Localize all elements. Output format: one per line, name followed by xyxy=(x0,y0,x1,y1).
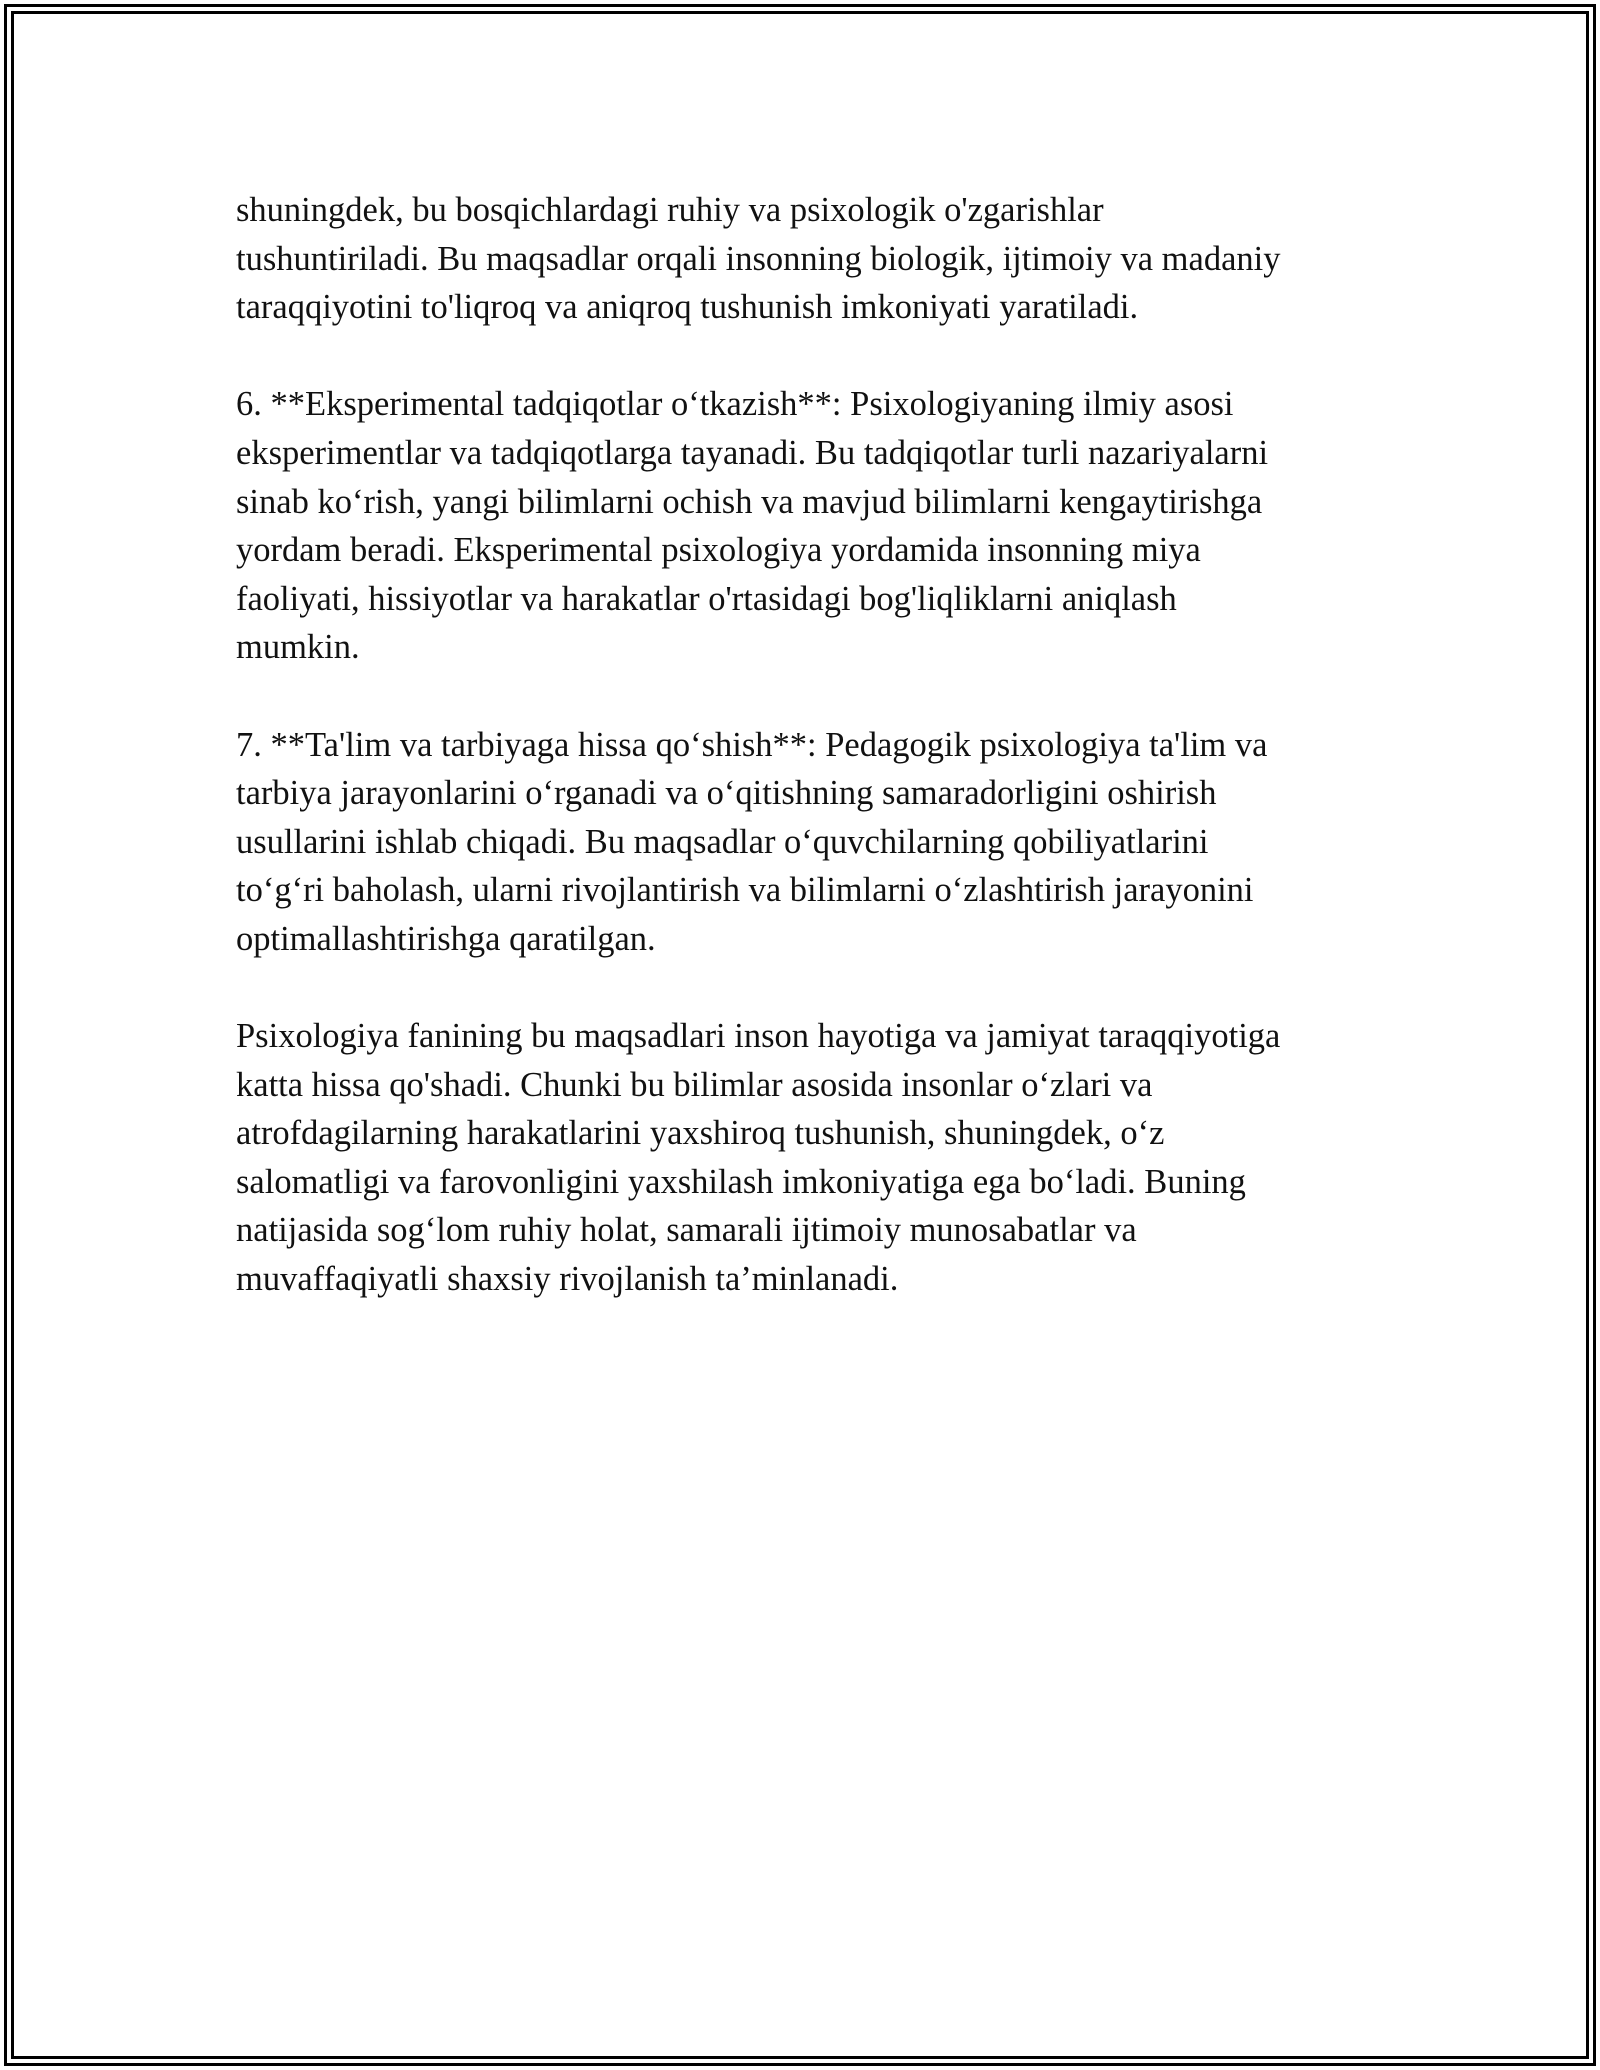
text-line: yordam beradi. Eksperimental psixologiya yordamida insonning miya xyxy=(236,531,1201,570)
text-line: atrofdagilarning harakatlarini yaxshiroq tushunish, shuningdek, o‘z xyxy=(236,1114,1165,1153)
paragraph-item-7 xyxy=(236,721,1356,964)
text-line: tarbiya jarayonlarini o‘rganadi va o‘qitishning samaradorligini oshirish xyxy=(236,774,1217,813)
text-line: mumkin. xyxy=(236,628,360,667)
paragraph-conclusion xyxy=(236,1012,1356,1304)
paragraph-item-6 xyxy=(236,380,1356,672)
text-line: taraqqiyotini to'liqroq va aniqroq tushunish imkoniyati yaratiladi. xyxy=(236,288,1139,327)
paragraph-continuation xyxy=(236,186,1356,332)
text-line: shuningdek, bu bosqichlardagi ruhiy va psixologik o'zgarishlar xyxy=(236,191,1104,229)
text-line: salomatligi va farovonligini yaxshilash imkoniyatiga ega bo‘ladi. Buning xyxy=(236,1162,1246,1201)
text-line: 6. **Eksperimental tadqiqotlar o‘tkazish**: Psixologiyaning ilmiy asosi xyxy=(236,385,1234,424)
text-line: 7. **Ta'lim va tarbiyaga hissa qo‘shish**: Pedagogik psixologiya ta'lim va xyxy=(236,725,1268,764)
text-line: natijasida sog‘lom ruhiy holat, samarali ijtimoiy munosabatlar va xyxy=(236,1211,1137,1250)
text-line: sinab ko‘rish, yangi bilimlarni ochish va mavjud bilimlarni kengaytirishga xyxy=(236,482,1263,521)
document-body xyxy=(236,186,1356,1352)
text-line: usullarini ishlab chiqadi. Bu maqsadlar o‘quvchilarning qobiliyatlarini xyxy=(236,822,1209,861)
text-line: to‘g‘ri baholash, ularni rivojlantirish va bilimlarni o‘zlashtirish jarayonini xyxy=(236,871,1254,910)
text-line: Psixologiya fanining bu maqsadlari inson hayotiga va jamiyat taraqqiyotiga xyxy=(236,1017,1281,1056)
text-line: optimallashtirishga qaratilgan. xyxy=(236,919,656,958)
text-line: katta hissa qo'shadi. Chunki bu bilimlar asosida insonlar o‘zlari va xyxy=(236,1065,1153,1104)
text-line: faoliyati, hissiyotlar va harakatlar o'rtasidagi bog'liqliklarni aniqlash xyxy=(236,579,1177,618)
text-line: tushuntiriladi. Bu maqsadlar orqali insonning biologik, ijtimoiy va madaniy xyxy=(236,239,1281,278)
text-line: eksperimentlar va tadqiqotlarga tayanadi. Bu tadqiqotlar turli nazariyalarni xyxy=(236,433,1269,472)
text-line: muvaffaqiyatli shaxsiy rivojlanish ta’minlanadi. xyxy=(236,1260,899,1299)
